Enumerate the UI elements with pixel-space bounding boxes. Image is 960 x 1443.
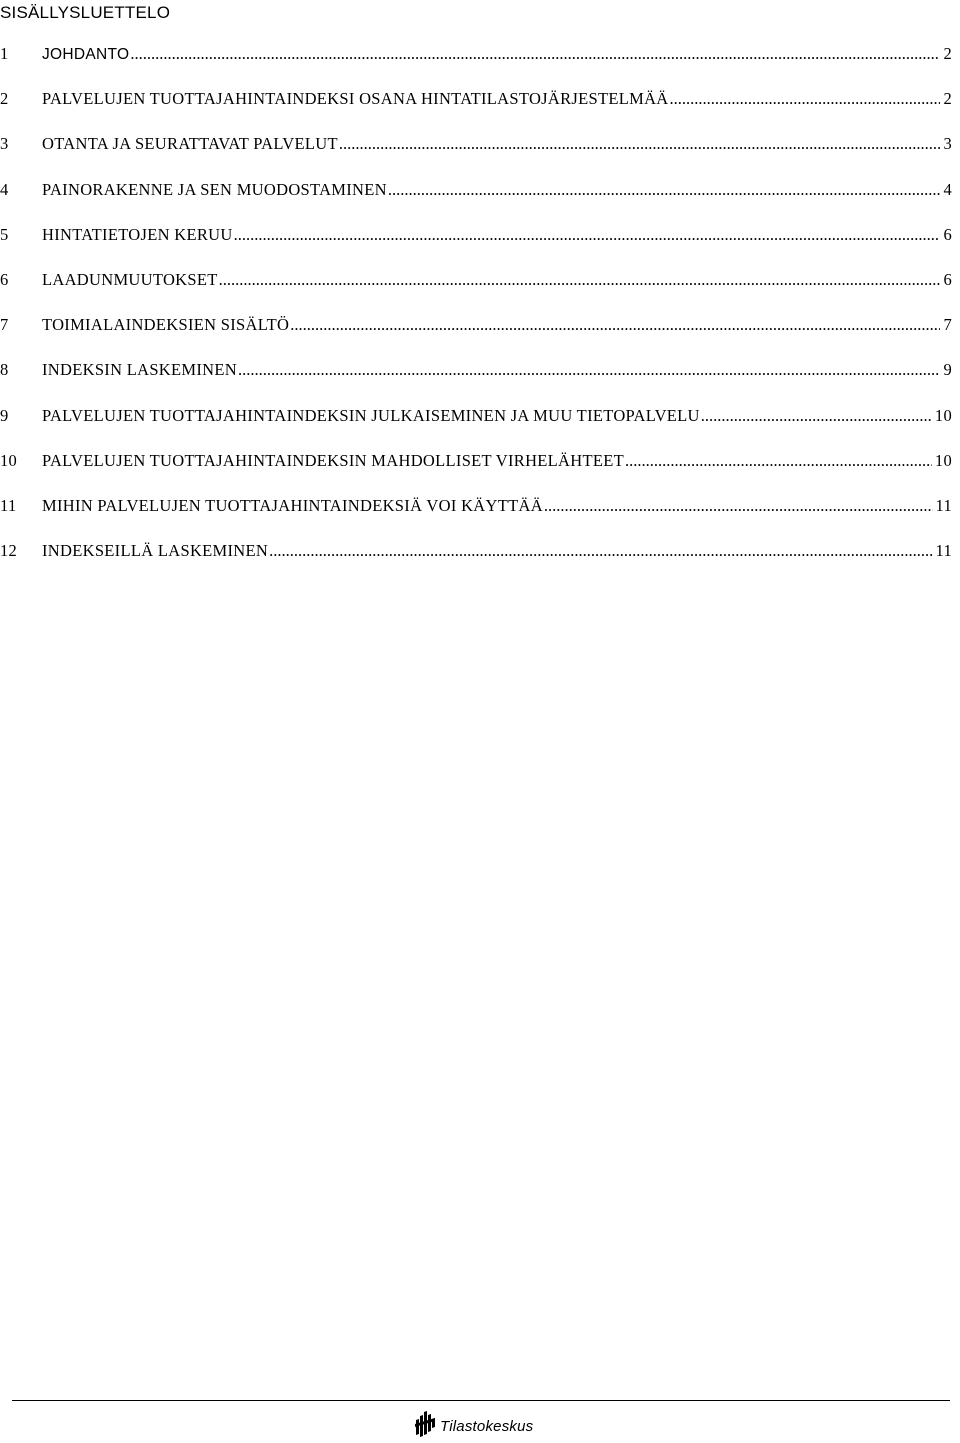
toc-heading: SISÄLLYSLUETTELO (0, 3, 171, 22)
toc-entry-title: PALVELUJEN TUOTTAJAHINTAINDEKSIN MAHDOLLISET VIRHELÄHTEET (42, 450, 624, 470)
toc-entry[interactable] (0, 44, 952, 89)
toc-entry-page: 9 (943, 360, 952, 380)
toc-entry-number: 1 (0, 44, 9, 63)
toc-entry-number: 9 (0, 405, 9, 425)
toc-entry[interactable] (0, 496, 952, 541)
toc-entry-number: 10 (0, 450, 18, 470)
toc-dot-leader (387, 180, 941, 200)
toc-entry-title: PALVELUJEN TUOTTAJAHINTAINDEKSI OSANA HINTATILASTOJÄRJESTELMÄÄ (42, 89, 669, 109)
toc-entry-page: 2 (943, 44, 952, 63)
toc-entry[interactable] (0, 541, 952, 586)
toc-entry-number: 3 (0, 134, 9, 154)
toc-entry-page: 11 (935, 495, 952, 515)
toc-entry-number: 4 (0, 179, 9, 199)
toc-entry-title: PAINORAKENNE JA SEN MUODOSTAMINEN (42, 179, 387, 199)
toc-dot-leader (700, 406, 932, 426)
toc-entry-page: 3 (943, 134, 952, 154)
toc-entry-page: 6 (943, 224, 952, 244)
toc-entry-page: 7 (943, 315, 952, 335)
toc-entry-number: 5 (0, 224, 9, 244)
toc-dot-leader (129, 44, 940, 64)
toc-entry-number: 11 (0, 495, 17, 515)
toc-entry-title: INDEKSEILLÄ LASKEMINEN (42, 541, 269, 561)
toc-entry-page: 11 (935, 541, 952, 561)
toc-dot-leader (543, 496, 933, 516)
toc-entry[interactable] (0, 180, 952, 225)
toc-entry-number: 7 (0, 315, 9, 335)
toc-entry-page: 4 (943, 179, 952, 199)
toc-entry-title: PALVELUJEN TUOTTAJAHINTAINDEKSIN JULKAISEMINEN JA MUU TIETOPALVELU (42, 405, 700, 425)
toc-entry-page: 10 (934, 450, 952, 470)
footer-logo (414, 1410, 533, 1443)
toc-entry-title: LAADUNMUUTOKSET (42, 269, 218, 289)
toc-entry[interactable] (0, 89, 952, 134)
toc-dot-leader (218, 270, 941, 290)
logo-text: Tilastokeskus (440, 1418, 534, 1435)
toc-entry-page: 6 (943, 269, 952, 289)
toc-entry[interactable] (0, 315, 952, 360)
toc-entry[interactable] (0, 451, 952, 496)
toc-entry-page: 10 (934, 405, 952, 425)
toc-entry-number: 8 (0, 360, 9, 380)
footer-rule (12, 1400, 950, 1401)
toc-entry-page: 2 (943, 89, 952, 109)
toc-entry-title: HINTATIETOJEN KERUU (42, 224, 233, 244)
toc-entry[interactable] (0, 360, 952, 405)
tilastokeskus-logo-icon (414, 1410, 436, 1443)
toc-dot-leader (268, 541, 932, 561)
toc-entry-title: INDEKSIN LASKEMINEN (42, 360, 237, 380)
toc-dot-leader (233, 225, 941, 245)
toc-entry-title: TOIMIALAINDEKSIEN SISÄLTÖ (42, 315, 290, 335)
toc-dot-leader (338, 134, 941, 154)
toc-entry-number: 6 (0, 269, 9, 289)
toc-dot-leader (624, 451, 932, 471)
toc-entry[interactable] (0, 406, 952, 451)
toc-entry[interactable] (0, 225, 952, 270)
toc-entry-number: 2 (0, 89, 9, 109)
toc-dot-leader (289, 315, 940, 335)
toc-entry[interactable] (0, 134, 952, 179)
toc-list (0, 44, 952, 586)
toc-entry-number: 12 (0, 541, 18, 561)
toc-entry-title: MIHIN PALVELUJEN TUOTTAJAHINTAINDEKSIÄ VOI KÄYTTÄÄ (42, 495, 543, 515)
toc-entry[interactable] (0, 270, 952, 315)
toc-entry-title: JOHDANTO (42, 46, 130, 63)
toc-dot-leader (669, 89, 941, 109)
toc-dot-leader (237, 360, 940, 380)
toc-entry-title: OTANTA JA SEURATTAVAT PALVELUT (42, 134, 338, 154)
